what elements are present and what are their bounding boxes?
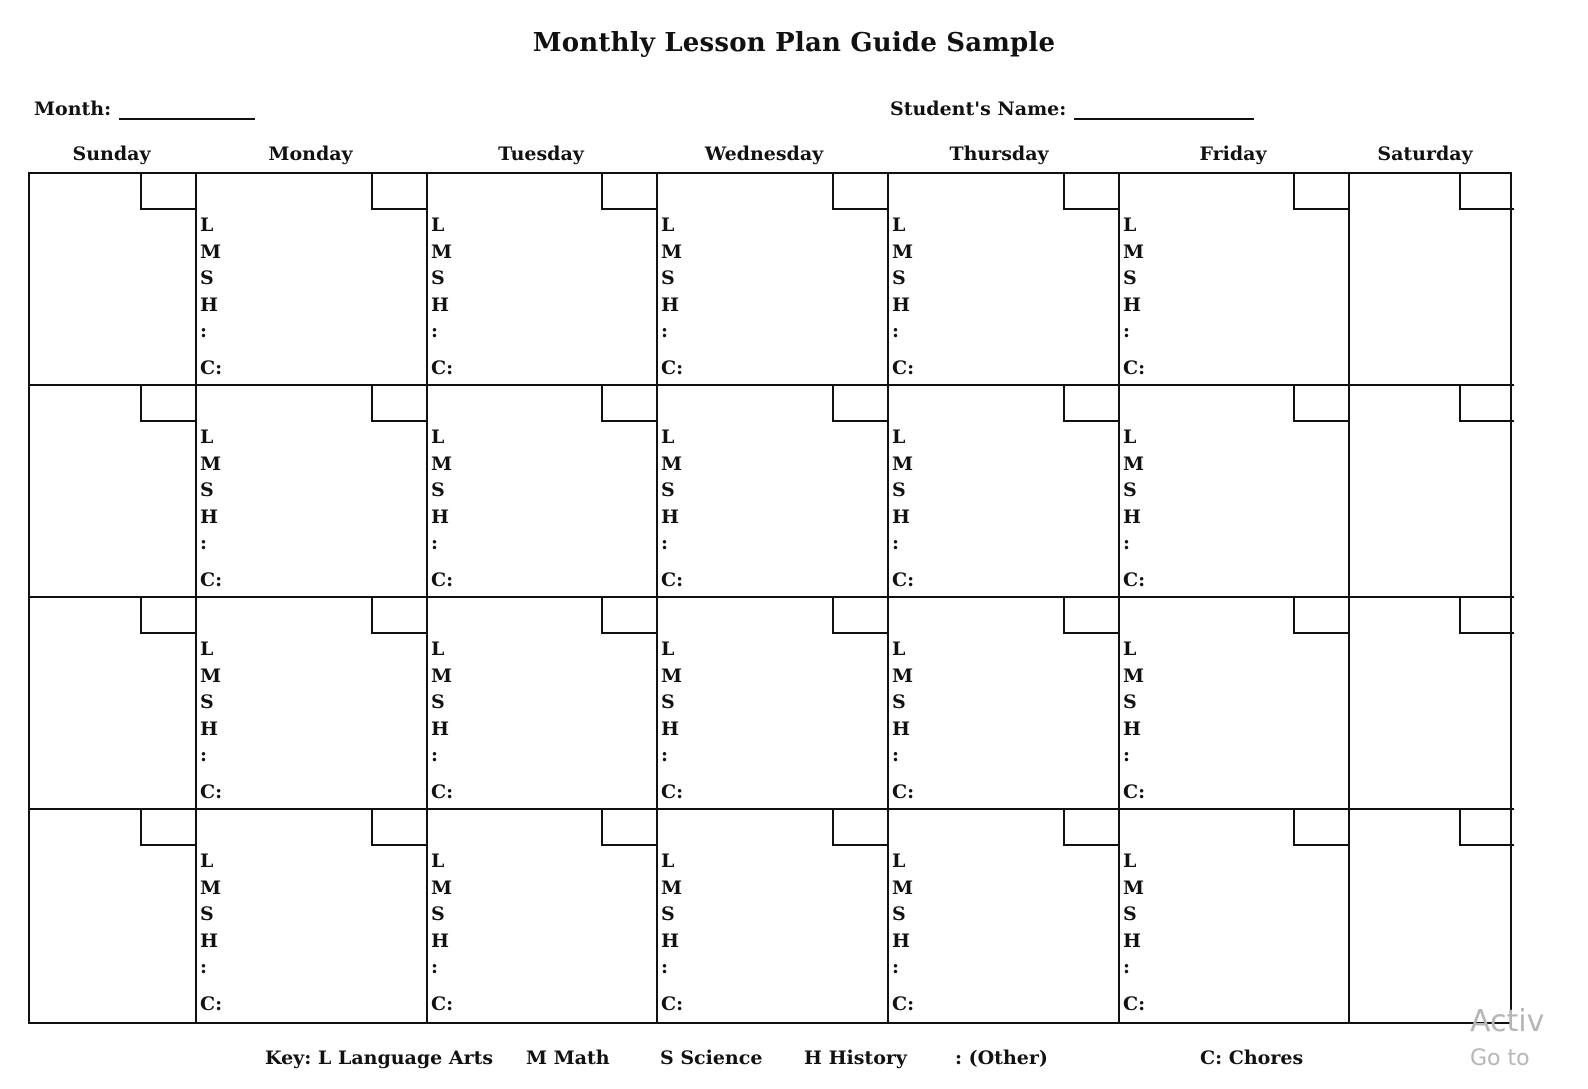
subject-label: H [1123, 505, 1141, 528]
day-header-saturday: Saturday [1377, 143, 1473, 165]
day-cell[interactable] [428, 598, 658, 810]
student-name-label: Student's Name: [890, 98, 1067, 120]
subject-label: L [431, 214, 445, 236]
key-chores: C: Chores [1200, 1047, 1304, 1069]
subject-label: : [1123, 956, 1131, 978]
day-header-sunday: Sunday [72, 143, 151, 165]
subject-label: C: [661, 356, 684, 379]
subject-label: C: [431, 568, 454, 591]
date-number-box[interactable] [601, 598, 656, 634]
date-number-box[interactable] [601, 810, 656, 846]
subject-label: L [200, 638, 214, 660]
subject-label: H [200, 293, 218, 316]
subject-label: C: [661, 992, 684, 1015]
subject-label: H [661, 929, 679, 952]
subject-labels [200, 848, 222, 1017]
subject-label: : [1123, 320, 1131, 342]
subject-label: S [431, 479, 445, 501]
subject-label: S [431, 691, 445, 713]
day-cell[interactable] [658, 386, 889, 598]
subject-label: S [661, 479, 675, 501]
day-cell[interactable] [1120, 810, 1350, 1022]
subject-labels [1123, 848, 1145, 1017]
subject-label: M [892, 664, 914, 687]
subject-label: H [431, 929, 449, 952]
subject-label: M [1123, 452, 1145, 475]
subject-labels [892, 636, 914, 805]
subject-label: L [661, 638, 675, 660]
subject-label: S [200, 691, 214, 713]
day-cell[interactable] [197, 598, 428, 810]
date-number-box[interactable] [371, 174, 426, 210]
subject-label: C: [1123, 992, 1146, 1015]
date-number-box[interactable] [140, 810, 195, 846]
subject-label: H [1123, 717, 1141, 740]
subject-label: H [200, 505, 218, 528]
day-cell[interactable] [889, 386, 1120, 598]
subject-labels [1123, 212, 1145, 381]
subject-label: C: [661, 568, 684, 591]
subject-label: S [1123, 903, 1137, 925]
subject-label: M [1123, 664, 1145, 687]
subject-labels [1123, 424, 1145, 593]
month-label: Month: [34, 98, 112, 120]
day-header-tuesday: Tuesday [498, 143, 584, 165]
day-cell[interactable] [428, 386, 658, 598]
date-number-box[interactable] [371, 386, 426, 422]
day-cell[interactable] [658, 810, 889, 1022]
key-math: M Math [526, 1047, 610, 1069]
subject-label: : [200, 744, 208, 766]
student-name-field [890, 98, 1254, 120]
subject-label: H [892, 717, 910, 740]
date-number-box[interactable] [1293, 810, 1348, 846]
subject-label: L [661, 850, 675, 872]
date-number-box[interactable] [601, 386, 656, 422]
subject-label: L [661, 214, 675, 236]
date-number-box[interactable] [1063, 598, 1118, 634]
subject-label: H [892, 929, 910, 952]
subject-labels [431, 212, 453, 381]
page-title: Monthly Lesson Plan Guide Sample [532, 28, 1056, 58]
subject-label: M [892, 240, 914, 263]
subject-label: M [431, 664, 453, 687]
day-cell[interactable] [1350, 810, 1514, 1022]
subject-labels [431, 424, 453, 593]
activation-watermark-line1: Activ [1470, 1004, 1545, 1039]
subject-label: L [1123, 638, 1137, 660]
subject-label: H [661, 717, 679, 740]
subject-label: M [200, 240, 222, 263]
subject-labels [431, 848, 453, 1017]
subject-label: : [892, 320, 900, 342]
date-number-box[interactable] [140, 386, 195, 422]
subject-label: S [661, 903, 675, 925]
activation-watermark-line2: Go to [1470, 1046, 1530, 1071]
subject-label: M [431, 452, 453, 475]
subject-label: L [1123, 850, 1137, 872]
subject-label: L [200, 426, 214, 448]
subject-label: H [892, 293, 910, 316]
subject-label: H [200, 929, 218, 952]
subject-label: L [431, 426, 445, 448]
subject-labels [661, 848, 683, 1017]
date-number-box[interactable] [832, 174, 887, 210]
subject-label: L [892, 638, 906, 660]
subject-label: H [431, 293, 449, 316]
subject-label: C: [892, 992, 915, 1015]
date-number-box[interactable] [140, 598, 195, 634]
subject-label: S [200, 903, 214, 925]
day-cell[interactable] [889, 598, 1120, 810]
subject-label: L [431, 638, 445, 660]
subject-label: S [200, 479, 214, 501]
subject-label: S [892, 267, 906, 289]
subject-label: H [892, 505, 910, 528]
subject-label: H [1123, 929, 1141, 952]
date-number-box[interactable] [371, 810, 426, 846]
subject-label: : [431, 744, 439, 766]
subject-label: C: [431, 356, 454, 379]
date-number-box[interactable] [371, 598, 426, 634]
subject-label: M [661, 452, 683, 475]
day-cell[interactable] [1350, 174, 1514, 386]
date-number-box[interactable] [1293, 386, 1348, 422]
subject-label: : [661, 744, 669, 766]
subject-label: : [892, 956, 900, 978]
date-number-box[interactable] [832, 598, 887, 634]
day-cell[interactable] [889, 174, 1120, 386]
subject-labels [661, 424, 683, 593]
day-cell[interactable] [197, 810, 428, 1022]
date-number-box[interactable] [832, 386, 887, 422]
subject-label: S [1123, 479, 1137, 501]
date-number-box[interactable] [1063, 174, 1118, 210]
day-cell[interactable] [1120, 598, 1350, 810]
subject-label: M [200, 452, 222, 475]
date-number-box[interactable] [1293, 174, 1348, 210]
subject-label: : [1123, 532, 1131, 554]
subject-labels [892, 848, 914, 1017]
subject-label: L [1123, 426, 1137, 448]
subject-label: L [892, 850, 906, 872]
subject-labels [200, 212, 222, 381]
date-number-box[interactable] [140, 174, 195, 210]
subject-label: C: [892, 568, 915, 591]
subject-key [0, 1047, 1536, 1077]
day-cell[interactable] [1120, 386, 1350, 598]
subject-label: M [200, 876, 222, 899]
date-number-box[interactable] [1063, 810, 1118, 846]
day-header-thursday: Thursday [949, 143, 1049, 165]
subject-label: : [1123, 744, 1131, 766]
subject-label: L [200, 214, 214, 236]
day-header-wednesday: Wednesday [704, 143, 824, 165]
key-history: H History [804, 1047, 907, 1069]
subject-label: M [661, 876, 683, 899]
date-number-box[interactable] [1459, 810, 1514, 846]
subject-label: C: [431, 780, 454, 803]
subject-label: S [661, 691, 675, 713]
subject-label: : [892, 744, 900, 766]
subject-label: : [661, 320, 669, 342]
subject-label: C: [892, 780, 915, 803]
day-cell[interactable] [1120, 174, 1350, 386]
day-cell[interactable] [197, 174, 428, 386]
subject-label: : [661, 532, 669, 554]
subject-label: C: [200, 356, 223, 379]
day-cell[interactable] [658, 598, 889, 810]
subject-labels [892, 424, 914, 593]
date-number-box[interactable] [1293, 598, 1348, 634]
key-other: : (Other) [955, 1047, 1048, 1069]
subject-label: S [1123, 267, 1137, 289]
subject-label: H [1123, 293, 1141, 316]
subject-label: L [661, 426, 675, 448]
subject-labels [661, 636, 683, 805]
day-cell[interactable] [658, 174, 889, 386]
day-cell[interactable] [30, 810, 197, 1022]
subject-label: S [431, 267, 445, 289]
day-cell[interactable] [30, 386, 197, 598]
date-number-box[interactable] [1459, 598, 1514, 634]
subject-label: M [200, 664, 222, 687]
subject-label: C: [200, 568, 223, 591]
subject-label: L [431, 850, 445, 872]
day-cell[interactable] [1350, 386, 1514, 598]
subject-label: M [892, 876, 914, 899]
subject-label: C: [892, 356, 915, 379]
subject-label: : [200, 532, 208, 554]
key-language: L Language Arts [318, 1047, 494, 1069]
day-header-monday: Monday [268, 143, 353, 165]
subject-label: H [661, 505, 679, 528]
subject-label: C: [1123, 356, 1146, 379]
subject-label: : [200, 320, 208, 342]
subject-label: C: [431, 992, 454, 1015]
subject-label: L [200, 850, 214, 872]
subject-label: L [1123, 214, 1137, 236]
subject-label: S [1123, 691, 1137, 713]
subject-label: M [1123, 240, 1145, 263]
subject-label: C: [1123, 568, 1146, 591]
subject-label: : [200, 956, 208, 978]
subject-label: C: [200, 992, 223, 1015]
subject-label: S [892, 479, 906, 501]
subject-label: S [892, 691, 906, 713]
subject-labels [431, 636, 453, 805]
subject-label: L [892, 426, 906, 448]
day-cell[interactable] [197, 386, 428, 598]
subject-labels [200, 636, 222, 805]
subject-label: S [431, 903, 445, 925]
subject-label: M [1123, 876, 1145, 899]
subject-label: M [661, 664, 683, 687]
subject-label: L [892, 214, 906, 236]
subject-labels [200, 424, 222, 593]
subject-label: S [200, 267, 214, 289]
subject-label: H [200, 717, 218, 740]
month-blank-line [119, 98, 255, 120]
date-number-box[interactable] [1063, 386, 1118, 422]
day-cell[interactable] [30, 598, 197, 810]
student-name-blank-line [1074, 98, 1254, 120]
subject-label: M [431, 240, 453, 263]
subject-label: : [661, 956, 669, 978]
subject-label: : [431, 532, 439, 554]
date-number-box[interactable] [832, 810, 887, 846]
day-cell[interactable] [30, 174, 197, 386]
date-number-box[interactable] [1459, 174, 1514, 210]
subject-labels [892, 212, 914, 381]
subject-label: C: [1123, 780, 1146, 803]
subject-label: : [431, 956, 439, 978]
subject-label: S [892, 903, 906, 925]
calendar-grid [28, 172, 1512, 1024]
day-cell[interactable] [428, 174, 658, 386]
day-cell[interactable] [889, 810, 1120, 1022]
date-number-box[interactable] [601, 174, 656, 210]
weekday-header [0, 143, 1536, 171]
subject-label: H [661, 293, 679, 316]
day-cell[interactable] [428, 810, 658, 1022]
date-number-box[interactable] [1459, 386, 1514, 422]
day-header-friday: Friday [1199, 143, 1267, 165]
subject-label: M [431, 876, 453, 899]
subject-label: S [661, 267, 675, 289]
subject-label: M [661, 240, 683, 263]
month-field [34, 98, 255, 120]
key-science: S Science [660, 1047, 763, 1069]
subject-labels [661, 212, 683, 381]
subject-label: : [892, 532, 900, 554]
subject-label: H [431, 505, 449, 528]
key-prefix: Key: [265, 1047, 312, 1069]
subject-label: C: [200, 780, 223, 803]
subject-label: M [892, 452, 914, 475]
day-cell[interactable] [1350, 598, 1514, 810]
subject-label: H [431, 717, 449, 740]
subject-labels [1123, 636, 1145, 805]
subject-label: C: [661, 780, 684, 803]
subject-label: : [431, 320, 439, 342]
